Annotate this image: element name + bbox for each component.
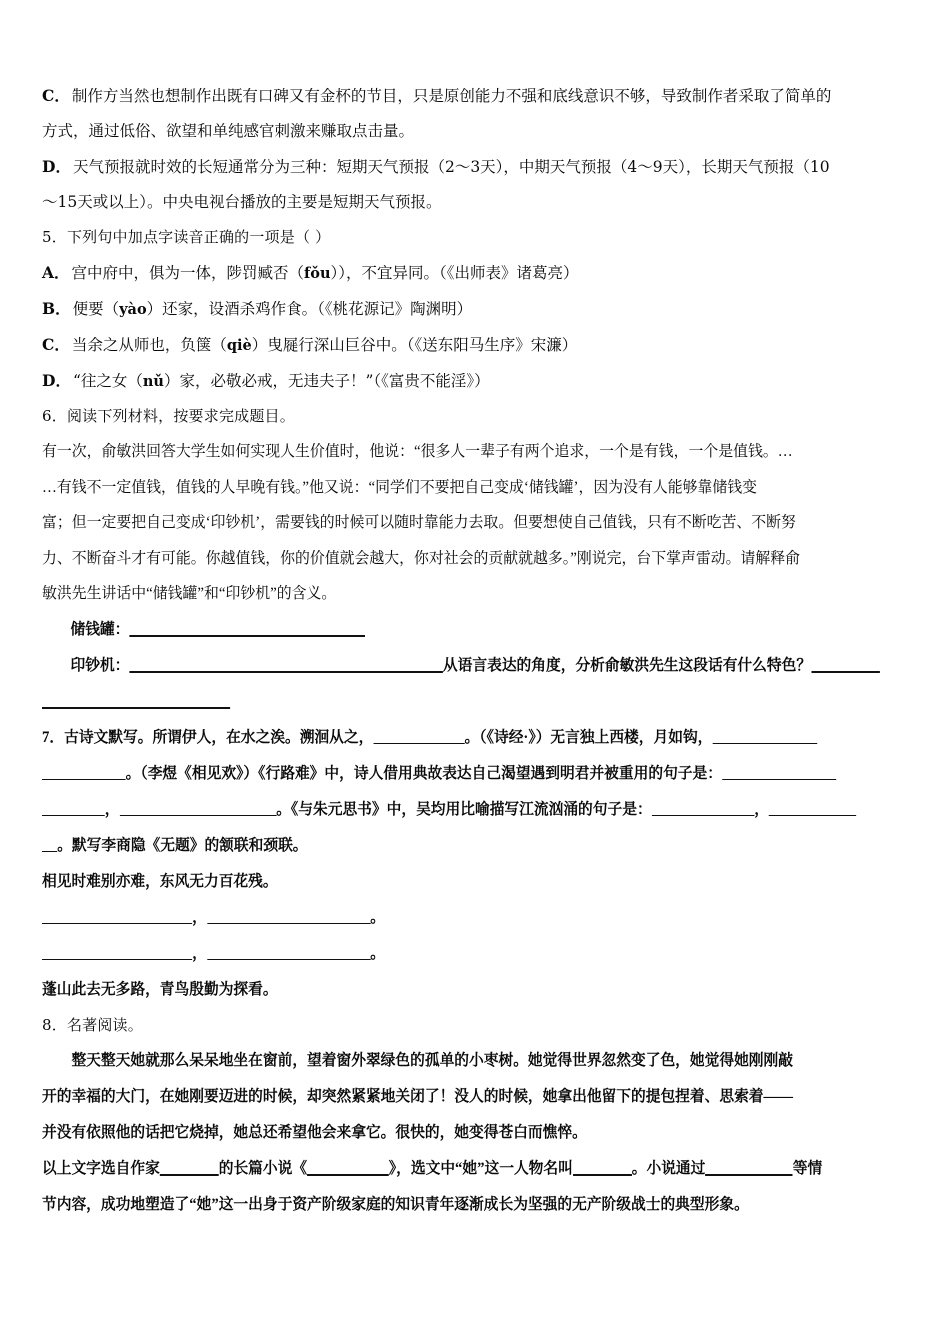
q8-part-2: 的长篇小说《 [218,1159,308,1177]
q4-option-c-line2: 方式，通过低俗、欲望和单纯感官刺激来赚取点击量。 [42,122,415,140]
q7-seg-3: 。（李煜《相见欢》）《行路难》中，诗人借用典故表达自己渴望遇到明君并被重用的句子是： [125,764,722,782]
option-d2-text-before: “往之女（ [72,372,143,390]
q7-couplet2-blank-b[interactable] [207,945,370,960]
q6-passage-line-4: 力、不断奋斗才有可能。你越值钱，你的价值就会越大，你对社会的贡献就越多。”刚说完，台下掌声雷动。请解释俞 [42,549,801,567]
q7-couplet1-period: 。 [370,908,385,926]
q8-part-5: 等情 [792,1159,823,1177]
q7-line-3 [42,792,865,828]
q7-blank-3[interactable] [722,765,836,780]
q6-answer-blank-4[interactable] [42,692,230,709]
option-marker-c: C． [42,86,70,105]
q5-option-d [42,363,908,399]
q7-seg-6: ， [754,800,770,818]
q8-part-4: 。小说通过 [631,1159,706,1177]
q7-answer-couplet-2 [42,936,865,972]
q6-blank-label-2: 印钞机： [70,656,130,674]
q7-seg-7: 。默写李商隐《无题》的颔联和颈联。 [57,836,308,854]
q7-line-1 [42,720,865,756]
q6-answer-row-3 [42,684,865,720]
q7-couplet1-blank-b[interactable] [207,909,370,924]
q8-passage-line-2: 开的幸福的大门，在她刚要迈进的时候，却突然紧紧地关闭了！没人的时候，她拿出他留下的提包捏着、思索着—— [42,1087,793,1105]
q7-blank-6[interactable] [769,801,856,816]
q6-passage-line-3: 富；但一定要把自己变成‘印钞机’，需要钱的时候可以随时靠能力去取。但要想使自己值钱，只有不断吃苦、不断努 [42,514,796,531]
option-a-pinyin: fǒu [304,265,331,282]
q8-passage-line-3: 并没有依照他的话把它烧掉，她总还希望他会来拿它。很快的，她变得苍白而憔悴。 [42,1123,587,1141]
q7-seg-1: 7．古诗文默写。所谓伊人，在水之涘。溯洄从之， [42,728,374,746]
option-d-text-line1: 天气预报就时效的长短通常分为三种：短期天气预报（2～3天），中期天气预报（4～9天），长期天气预报（10 [72,158,830,176]
option-c2-text-after: ）曳屣行深山巨谷中。（《送东阳马生序》宋濂） [251,336,578,354]
q4-option-d-line1 [42,149,908,185]
q8-closing-line: 节内容，成功地塑造了“她”这一出身于资产阶级家庭的知识青年逐渐成长为坚强的无产阶级战士的典型形象。 [42,1195,749,1213]
option-marker-d: D． [42,157,71,176]
q8-passage-line-1: 整天整天她就那么呆呆地坐在窗前，望着窗外翠绿色的孤单的小枣树。她觉得世界忽然变了色，她觉得她刚刚敲 [71,1051,793,1069]
q8-stem: 8．名著阅读。 [42,1015,143,1034]
q7-seg-5: 。《与朱元思书》中，吴均用比喻描写江流汹涌的句子是： [276,800,652,818]
q6-answer-blank-2[interactable] [129,656,443,673]
q7-blank-3-cont[interactable] [42,801,105,816]
q7-couplet2-period: 。 [370,944,385,962]
q7-blank-5[interactable] [652,801,755,816]
q5-stem: 5．下列句中加点字读音正确的一项是（ ） [42,228,331,246]
option-b-text-before: 便要（ [72,300,120,318]
q4-option-d-line2: ～15天或以上）。中央电视台播放的主要是短期天气预报。 [42,193,442,211]
q8-blank-plot[interactable] [705,1159,792,1176]
q8-blank-character-name[interactable] [573,1159,632,1176]
q6-stem: 6．阅读下列材料，按要求完成题目。 [42,407,295,425]
option-marker-d2: D． [42,371,71,390]
option-c-text-line1: 制作方当然也想制作出既有口碑又有金杯的节目，只是原创能力不强和底线意识不够，导致制作者采取了简单的 [71,87,832,105]
q5-option-b [42,291,908,327]
q8-blank-novel-title[interactable] [307,1159,389,1176]
option-a-text-after: ）），不宜异同。（《出师表》诸葛亮） [330,264,579,282]
option-a-text-before: 宫中府中，俱为一体，陟罚臧否（ [71,264,305,282]
q7-blank-4[interactable] [119,801,276,816]
option-marker-b: B． [42,299,71,318]
q7-couplet2-comma: ， [192,944,207,962]
q7-blank-6-cont[interactable] [42,837,57,852]
q5-option-c [42,327,908,363]
q6-answer-row-1 [42,612,865,648]
q6-answer-blank-3[interactable] [811,656,879,673]
q7-blank-2-cont[interactable] [42,765,126,780]
q7-blank-1[interactable] [373,729,464,744]
q7-blank-2[interactable] [712,729,817,744]
q7-line-4 [42,828,865,864]
q8-answer-line [42,1151,865,1187]
q7-seg-2: 。（《诗经·》）无言独上西楼，月如钩， [464,728,713,746]
q8-part-1: 以上文字选自作家 [42,1159,160,1177]
q6-passage-line-2: …有钱不一定值钱，值钱的人早晚有钱。”他又说：“同学们不要把自己变成‘储钱罐’，因为没有人能够靠储钱变 [42,478,758,496]
q7-answer-couplet-1 [42,900,865,936]
option-marker-c2: C． [42,335,70,354]
q8-blank-author[interactable] [160,1159,219,1176]
q7-couplet2-blank-a[interactable] [42,945,192,960]
q6-followup-question: 从语言表达的角度，分析俞敏洪先生这段话有什么特色？ [442,656,812,674]
option-marker-a: A． [42,263,70,282]
option-c2-text-before: 当余之从师也，负箧（ [71,336,227,354]
q6-passage-line-5: 敏洪先生讲话中“储钱罐”和“印钞机”的含义。 [42,585,337,602]
q7-seg-4: ， [104,800,120,818]
q6-answer-blank-1[interactable] [129,620,365,637]
q6-answer-row-2 [42,648,865,684]
q7-given-last-line: 蓬山此去无多路，青鸟殷勤为探看。 [42,980,278,998]
q7-line-2 [42,756,865,792]
q4-option-c-line1 [42,78,908,114]
option-d2-pinyin: nǔ [142,373,164,390]
q5-option-a [42,255,908,291]
q6-passage-line-1: 有一次，俞敏洪回答大学生如何实现人生价值时，他说：“很多人一辈子有两个追求，一个是有钱，一个是值钱。… [42,443,793,460]
q6-blank-label-1: 储钱罐： [70,620,130,638]
q8-part-3: 》，选文中“她”这一人物名叫 [388,1159,573,1177]
option-d2-text-after: ）家，必敬必戒，无违夫子！”（《富贵不能淫》） [163,372,490,390]
option-b-text-after: ）还家，设酒杀鸡作食。（《桃花源记》陶渊明） [146,300,473,318]
option-b-pinyin: yào [119,301,147,318]
q7-couplet1-comma: ， [192,908,207,926]
q7-given-first-line: 相见时难别亦难，东风无力百花残。 [42,872,278,890]
option-c2-pinyin: qiè [226,337,252,354]
q7-couplet1-blank-a[interactable] [42,909,192,924]
